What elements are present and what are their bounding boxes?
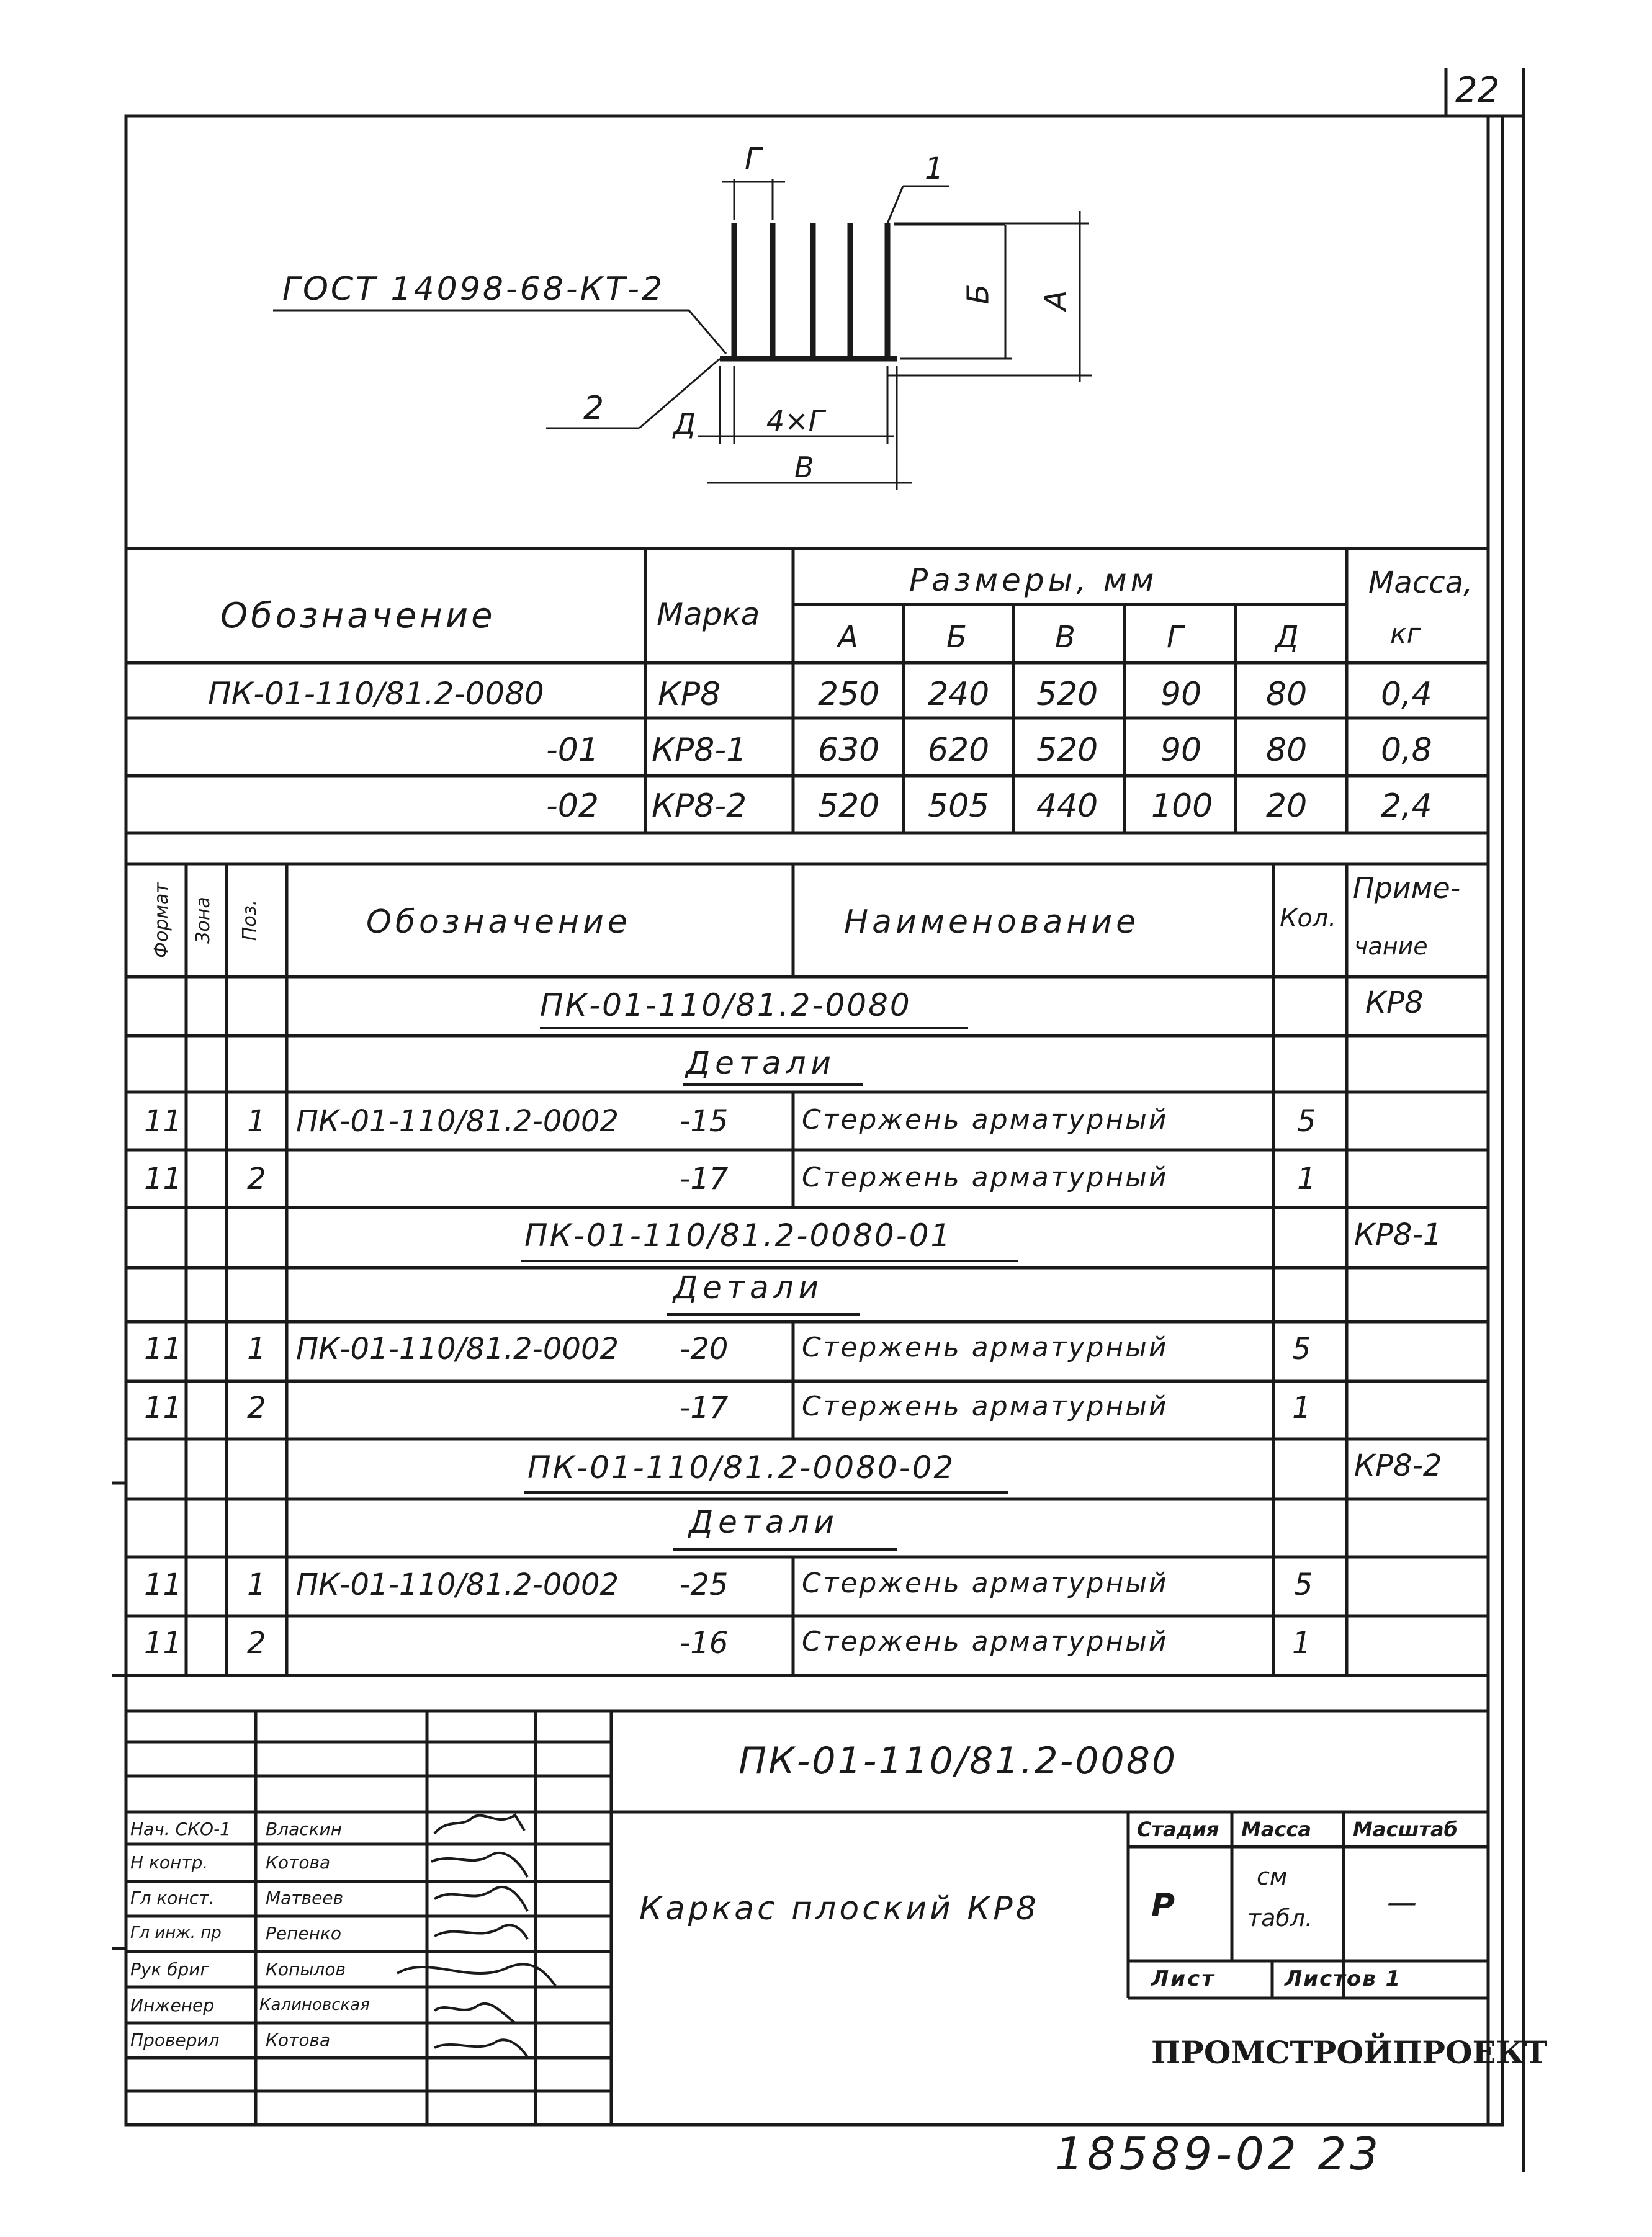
spec-item-name: Стержень арматурный [802, 1332, 1169, 1363]
spec-item-suffix: -17 [680, 1391, 729, 1425]
spec-group-doc: ПК-01-110/81.2-0080-02 [527, 1450, 956, 1486]
dim-v-label: В [794, 451, 814, 484]
spec-section: Детали [686, 1045, 837, 1081]
dims-row-mark: КР8 [658, 676, 721, 713]
spec-item-name: Стержень арматурный [802, 1626, 1169, 1657]
spec-item-name: Стержень арматурный [802, 1567, 1169, 1599]
dims-row-d: 80 [1266, 732, 1308, 769]
spec-item-format: 11 [144, 1391, 182, 1425]
dims-row-v: 440 [1036, 787, 1098, 825]
dims-col-b: Б [946, 620, 967, 655]
spec-section: Детали [689, 1504, 840, 1540]
title-sheet-label: Лист [1151, 1966, 1216, 1991]
dims-row-a: 250 [818, 676, 880, 713]
spec-header-note-1: Приме- [1353, 871, 1461, 905]
spec-group-note: КР8-1 [1354, 1217, 1442, 1252]
dims-header-sizes: Размеры, мм [909, 562, 1158, 598]
staff-name: Калиновская [259, 1996, 370, 2014]
spec-item-format: 11 [144, 1104, 182, 1139]
dims-row-a: 520 [818, 787, 880, 825]
dims-row-b: 240 [928, 676, 990, 713]
dims-row-d: 80 [1266, 676, 1308, 713]
title-name: Каркас плоский КР8 [639, 1890, 1039, 1927]
dims-row-a: 630 [818, 732, 880, 769]
dims-row-mass: 0,4 [1381, 676, 1432, 713]
spec-group-doc: ПК-01-110/81.2-0080 [540, 987, 912, 1023]
spec-item-pos: 2 [247, 1626, 266, 1661]
staff-role: Нач. СКО-1 [130, 1819, 231, 1839]
spec-item-qty: 1 [1297, 1162, 1316, 1196]
staff-role: Инженер [130, 1995, 215, 2015]
dims-row-mass: 2,4 [1381, 787, 1432, 825]
dims-header-mass: Масса, [1368, 565, 1473, 600]
dim-d-label: Д [673, 407, 696, 441]
archive-number: 18589-02 23 [1055, 2128, 1383, 2180]
dims-row-g: 100 [1151, 787, 1213, 825]
dims-col-a: А [838, 620, 858, 655]
spec-group-note: КР8 [1365, 985, 1424, 1020]
spec-header-format: Формат [150, 882, 173, 958]
dims-header-mark: Марка [657, 596, 760, 632]
dims-row-g: 90 [1160, 676, 1202, 713]
spec-item-pos: 1 [247, 1567, 266, 1602]
dim-g-label: Г [745, 141, 761, 176]
spec-item-designation: ПК-01-110/81.2-0002 [296, 1104, 619, 1139]
spec-item-designation: ПК-01-110/81.2-0002 [296, 1567, 619, 1602]
spec-item-format: 11 [144, 1162, 182, 1196]
title-mass-1: см [1257, 1863, 1288, 1890]
spec-item-pos: 2 [247, 1162, 266, 1196]
spec-header-name: Наименование [844, 903, 1140, 941]
spec-item-pos: 1 [247, 1332, 266, 1366]
dims-row-designation: -01 [546, 732, 599, 769]
spec-item-name: Стержень арматурный [802, 1104, 1169, 1136]
dims-col-d: Д [1275, 620, 1299, 655]
title-org: ПРОМСТРОЙПРОЕКТ [1151, 2034, 1548, 2071]
spec-item-qty: 1 [1292, 1626, 1311, 1661]
dims-row-d: 20 [1266, 787, 1308, 825]
spec-section: Детали [673, 1270, 824, 1306]
gost-label: ГОСТ 14098-68-КТ-2 [282, 271, 665, 308]
spec-item-name: Стержень арматурный [802, 1391, 1169, 1422]
dim-b-label: Б [961, 284, 996, 305]
staff-name: Копылов [266, 1959, 346, 1979]
dims-row-mark: КР8-2 [652, 787, 747, 825]
title-sheets-label: Листов 1 [1285, 1966, 1402, 1991]
dims-header-mass-unit: кг [1390, 618, 1421, 650]
spec-item-format: 11 [144, 1626, 182, 1661]
spec-item-suffix: -17 [680, 1162, 729, 1196]
dims-row-b: 505 [928, 787, 990, 825]
spec-item-suffix: -20 [680, 1332, 729, 1366]
staff-name: Репенко [266, 1923, 341, 1943]
dims-row-v: 520 [1036, 676, 1098, 713]
dims-row-mark: КР8-1 [652, 732, 747, 769]
spec-item-designation: ПК-01-110/81.2-0002 [296, 1332, 619, 1366]
spec-header-designation: Обозначение [366, 903, 631, 941]
staff-role: Гл инж. пр [130, 1924, 222, 1942]
staff-name: Котова [266, 2030, 331, 2050]
title-stage: Р [1151, 1887, 1175, 1924]
dims-col-v: В [1055, 620, 1075, 655]
spec-item-format: 11 [144, 1567, 182, 1602]
dims-row-g: 90 [1160, 732, 1202, 769]
title-mass-2: табл. [1247, 1904, 1313, 1932]
spec-group-doc: ПК-01-110/81.2-0080-01 [524, 1217, 953, 1253]
dims-col-g: Г [1167, 620, 1183, 655]
title-h-mass: Масса [1241, 1818, 1311, 1841]
dims-row-designation: -02 [546, 787, 599, 825]
title-h-scale: Масштаб [1353, 1818, 1458, 1841]
staff-name: Матвеев [266, 1888, 344, 1908]
dim-a-label: А [1038, 290, 1074, 311]
spec-item-qty: 5 [1292, 1332, 1311, 1366]
title-h-stage: Стадия [1137, 1818, 1219, 1841]
spec-group-note: КР8-2 [1354, 1448, 1442, 1483]
dims-header-designation: Обозначение [220, 596, 496, 636]
spec-header-pos: Поз. [239, 899, 261, 941]
callout-1: 1 [925, 151, 944, 186]
dims-row-b: 620 [928, 732, 990, 769]
spec-header-qty: Кол. [1280, 904, 1337, 933]
spec-item-pos: 1 [247, 1104, 266, 1139]
sheet-number: 22 [1455, 70, 1500, 110]
staff-role: Рук бриг [130, 1959, 210, 1979]
spec-item-qty: 1 [1292, 1391, 1311, 1425]
dim-4g-label: 4×Г [766, 404, 825, 437]
spec-item-name: Стержень арматурный [802, 1162, 1169, 1193]
spec-item-suffix: -16 [680, 1626, 729, 1661]
spec-item-suffix: -25 [680, 1567, 729, 1602]
spec-item-format: 11 [144, 1332, 182, 1366]
title-doc-code: ПК-01-110/81.2-0080 [738, 1739, 1178, 1783]
staff-name: Власкин [266, 1819, 343, 1839]
spec-item-qty: 5 [1294, 1567, 1313, 1602]
dims-row-v: 520 [1036, 732, 1098, 769]
staff-role: Н контр. [130, 1852, 209, 1873]
staff-role: Проверил [130, 2030, 220, 2050]
callout-2: 2 [583, 390, 604, 427]
spec-item-suffix: -15 [680, 1104, 729, 1139]
staff-role: Гл конст. [130, 1888, 215, 1908]
spec-header-note-2: чание [1354, 933, 1428, 960]
staff-name: Котова [266, 1852, 331, 1873]
title-scale: — [1387, 1885, 1417, 1920]
spec-item-qty: 5 [1297, 1104, 1316, 1139]
spec-item-pos: 2 [247, 1391, 266, 1425]
dims-row-designation: ПК-01-110/81.2-0080 [208, 676, 544, 712]
dims-row-mass: 0,8 [1381, 732, 1432, 769]
spec-header-zone: Зона [192, 897, 214, 944]
